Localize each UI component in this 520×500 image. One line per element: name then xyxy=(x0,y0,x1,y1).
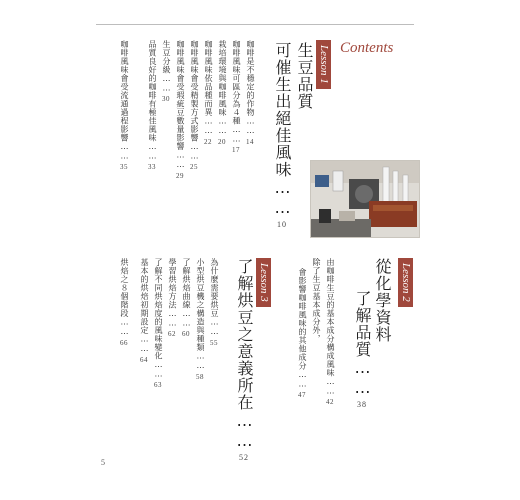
lesson3-item-1: 為什麼需要烘豆……55 xyxy=(210,258,219,347)
lesson2-title-line-1: 從化學資料 xyxy=(373,258,392,343)
page-number: 5 xyxy=(101,458,105,467)
lesson2-title-line-2: 了解品質……38 xyxy=(353,290,372,409)
coffee-roasting-lab-photo xyxy=(310,160,420,238)
lesson3-badge: Lesson 3 xyxy=(256,258,271,307)
lesson1-item-7: 生豆分級……30 xyxy=(162,40,171,103)
lesson1-title-line-1: 生豆品質 xyxy=(295,42,314,110)
lesson3-item-5: 了解不同烘焙度的風味變化……63 xyxy=(154,258,163,389)
lesson1-item-1: 咖啡是不穩定的作物……14 xyxy=(246,40,255,146)
lesson1-item-8: 品質良好的咖啡有極佳風味……33 xyxy=(148,40,157,171)
lesson3-item-6: 基本的烘焙初期設定……64 xyxy=(140,258,149,364)
lesson3-title-line-1: 了解烘豆之意義所在……52 xyxy=(235,258,254,462)
lesson2-badge: Lesson 2 xyxy=(398,258,413,307)
contents-title: Contents xyxy=(340,40,394,56)
lesson1-item-9: 咖啡風味會受流通過程影響……35 xyxy=(120,40,129,171)
lesson3-item-4: 學習烘焙方法……62 xyxy=(168,258,177,338)
lesson3-item-3: 了解烘焙曲線……60 xyxy=(182,258,191,338)
lesson3-item-7: 烘焙之８個階段……66 xyxy=(120,258,129,347)
lesson1-title-line-2: 可催生出絕佳風味……10 xyxy=(273,42,292,229)
lesson1-item-2: 咖啡風味可區分為４種……17 xyxy=(232,40,241,154)
lesson1-item-4: 咖啡風味依品種而異……22 xyxy=(204,40,213,146)
lesson2-item-1: 由咖啡生豆的基本成分構成風味……42 xyxy=(326,258,335,406)
lesson1-item-5: 咖啡風味會受精製方式影響……25 xyxy=(190,40,199,171)
lesson1-item-6: 咖啡風味會受瑕疵豆數量影響……29 xyxy=(176,40,185,180)
header-rule xyxy=(96,24,414,25)
lesson3-item-2: 小型烘豆機之構造與種類……58 xyxy=(196,258,205,381)
lesson2-item-3: 會影響咖啡風味的其他成分……47 xyxy=(298,268,307,399)
lesson2-item-2: 除了生豆基本成分外， xyxy=(312,258,321,343)
lesson1-item-3: 栽培環境與咖啡風味……20 xyxy=(218,40,227,146)
lesson1-badge: Lesson 1 xyxy=(316,40,331,89)
